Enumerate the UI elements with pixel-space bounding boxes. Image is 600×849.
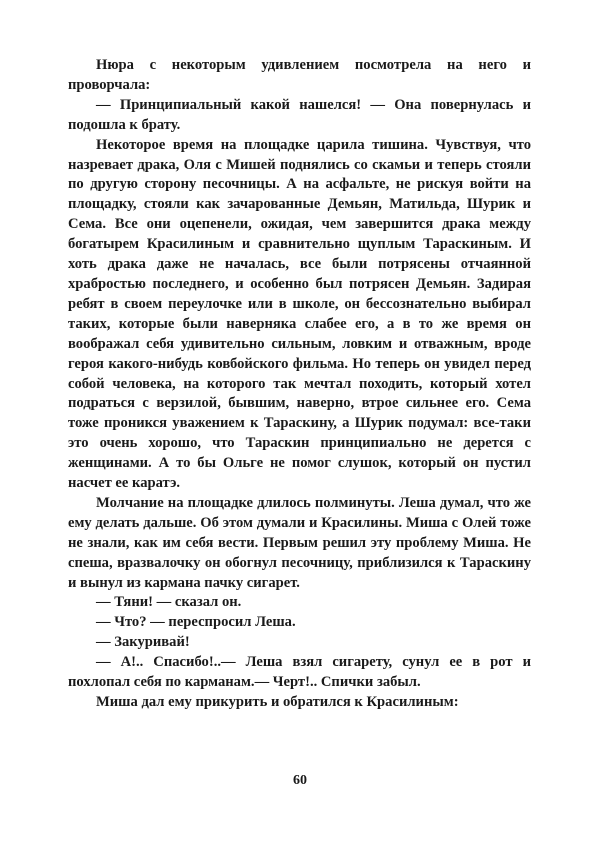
paragraph-4: Молчание на площадке длилось полминуты. Леша думал, что же ему делать дальше. Об этом думали и Красилины. Миша с Олей тоже не знали, как им себя вести. Первым решил эту проблему Миша. Не спеша, вразвалочку он обогнул песочницу, приблизился к Тараскину и вынул из кармана пачку сигарет. — [68, 494, 531, 591]
paragraph-1: Нюра с некоторым удивлением посмотрела на него и проворчала: — [68, 57, 531, 93]
book-page-text — [68, 56, 531, 713]
page-number: 60 — [293, 773, 307, 788]
paragraph-9: Миша дал ему прикурить и обратился к Красилиным: — [96, 694, 459, 710]
paragraph-5: — Тяни! — сказал он. — [96, 594, 242, 611]
paragraph-7: — Закуривай! — [96, 634, 190, 651]
paragraph-8: — А!.. Спасибо!..— Леша взял сигарету, сунул ее в рот и похлопал себя по карманам.— Черт!.. Спички забыл. — [68, 654, 531, 691]
paragraph-3: Некоторое время на площадке царила тишина. Чувствуя, что назревает драка, Оля с Мишей поднялись со скамьи и теперь стояли по другую сторону песочницы. А на асфальте, не рискуя войти на площадку, стояли как зачарованные Демьян, Матильда, Шурик и Сема. Все они оцепенели, ожидая, чем завершится драка между богатырем Красилиным и сравнительно щуплым Тараскиным. И хоть драка даже не началась, все были потрясены отчаянной храбростью последнего, и особенно был потрясен Демьян. Задирая ребят в своем переулочке или в школе, он бессознательно выбирал таких, которые были наверняка слабее его, а в то же время он воображал себя удивительно сильным, ловким и отважным, вроде героя какого-нибудь ковбойского фильма. Но теперь он увидел перед собой человека, на которого так мечтал походить, который хотел подраться с верзилой, бывшим, наверно, втрое сильнее его. Сема тоже проникся уважением к Тараскину, а Шурик подумал: все-таки это очень хорошо, что Тараскин принципиально не дерется с женщинами. А то бы Ольге не помог слушок, который он пустил насчет ее каратэ. — [68, 136, 531, 492]
paragraph-6: — Что? — переспросил Леша. — [96, 614, 296, 631]
paragraph-2: — Принципиальный какой нашелся! — Она повернулась и подошла к брату. — [68, 96, 531, 133]
